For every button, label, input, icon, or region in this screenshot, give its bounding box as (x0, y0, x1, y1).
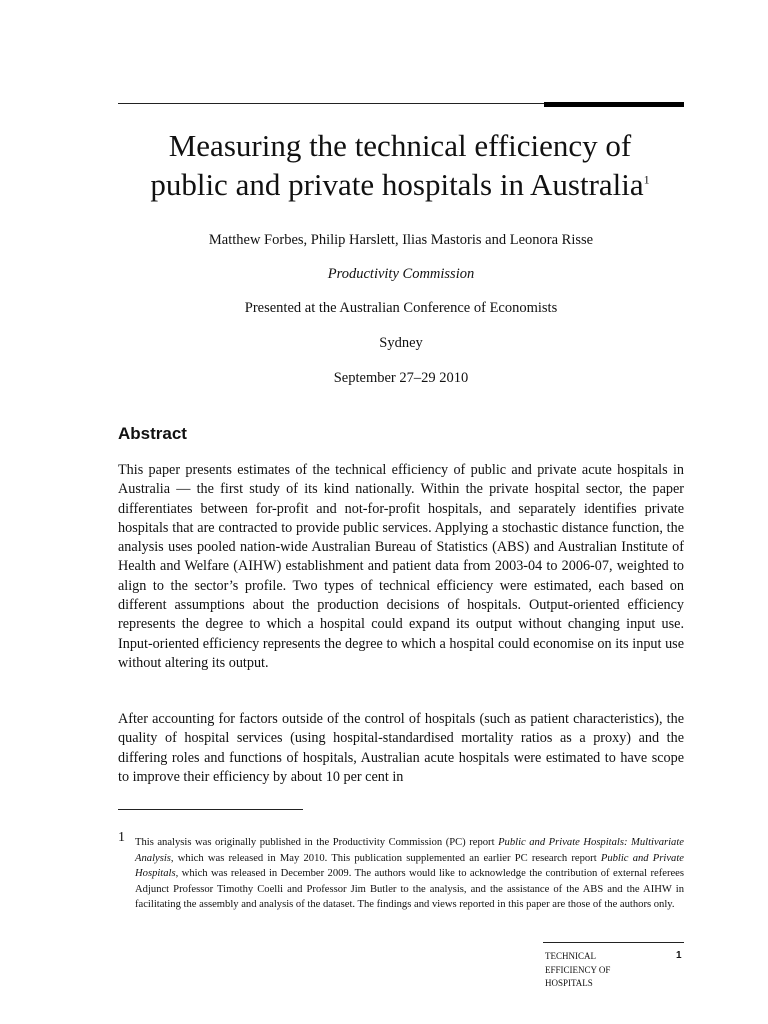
title-footnote-mark[interactable]: 1 (643, 172, 650, 187)
title-line-2: public and private hospitals in Australia (150, 167, 644, 202)
presented-at: Presented at the Australian Conference of Economists (244, 300, 558, 316)
footer-line-2: EFFICIENCY OF (545, 964, 611, 975)
abstract-paragraph-1: This paper presents estimates of the technical efficiency of public and private acute hospitals in Australia — the first study of its kind nationally. Within the private hospital sector, the paper differentiates between for-profit and not-for-profit hospitals, and separately identifies private hospitals that are contracted to provide public services. Applying a stochastic distance function, the analysis uses pooled nation-wide Australian Bureau of Statistics (ABS) and Australian Institute of Health and Welfare (AIHW) establishment and patient data from 2003-04 to 2006-07, weighted to align to the sector’s profile. Two types of technical efficiency were estimated, each based on different assumptions about the production decisions of hospitals. Output-oriented efficiency represents the degree to which a hospital could expand its output without changing input use. Input-oriented efficiency represents the degree to which a hospital could economise on its input use without altering its output. (118, 462, 684, 671)
footer-line-1: TECHNICAL (545, 951, 596, 961)
page-number: 1 (676, 950, 682, 961)
footnote-report-title-1: Public and Private Hospitals: Multivariate Analysis (135, 837, 684, 864)
footnote-text-part-2: , which was released in May 2010. This publication supplemented an earlier PC research report (170, 852, 601, 864)
abstract-heading: Abstract (118, 424, 187, 443)
footnote-text-part-3: which was released in December 2009. The authors would like to acknowledge the contribution of external referees Adjunct Professor Timothy Coelli and Professor Jim Butler to the analysis, and the assistance of the ABS and the AIHW in facilitating the assembly and analysis of the dataset. The findings and views reported in this paper are those of the authors only. (135, 868, 684, 911)
footer-line-3: HOSPITALS (545, 978, 593, 988)
footer-rule (543, 942, 684, 943)
conference-city: Sydney (379, 335, 423, 351)
footnote-rule (118, 809, 303, 810)
footnote-text-part-1: This analysis was originally published in the Productivity Commission (PC) report (135, 837, 499, 848)
footnote-report-title-2: Public and Private Hospitals, (135, 852, 684, 880)
header-rule-accent (544, 102, 684, 107)
running-footer (545, 950, 645, 991)
organization: Productivity Commission (327, 266, 475, 282)
abstract-paragraph-2: After accounting for factors outside of the control of hospitals (such as patient characteristics), the quality of hospital services (using hospital-standardised mortality ratios as a proxy) and the differing roles and functions of hospitals, Australian acute hospitals were estimated to have scope to improve their efficiency by about 10 per cent in (118, 711, 684, 785)
footnote-mark: 1 (118, 830, 125, 845)
footnote-text (135, 835, 684, 913)
author-list: Matthew Forbes, Philip Harslett, Ilias Mastoris and Leonora Risse (208, 232, 594, 248)
title-line-1: Measuring the technical efficiency of (168, 128, 632, 163)
paper-title (100, 126, 700, 204)
conference-date: September 27–29 2010 (333, 370, 469, 386)
